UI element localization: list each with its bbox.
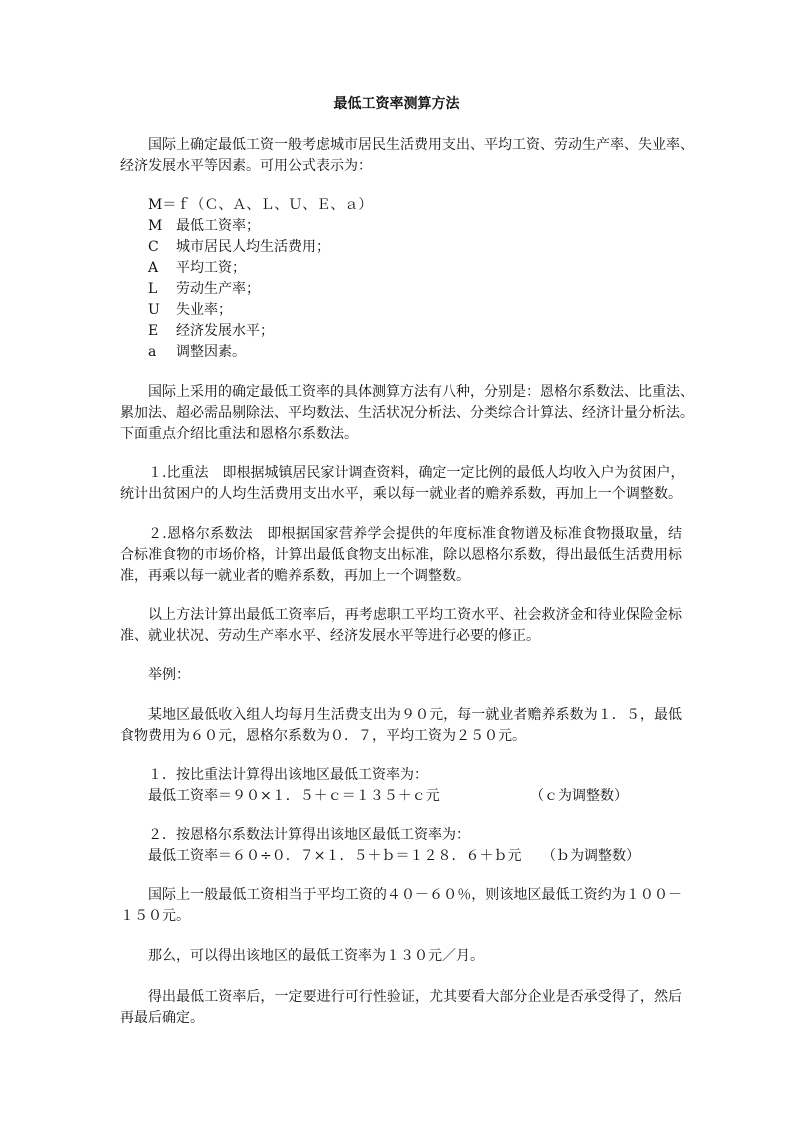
formula-var [120, 258, 682, 279]
text-line: 那么，可以得出该地区的最低工资率为１３０元／月。 [148, 948, 484, 964]
calc-heading: ２．按恩格尔系数法计算得出该地区最低工资率为： [148, 827, 470, 843]
var-desc: 调整因素。 [176, 344, 246, 360]
var-desc: 城市居民人均生活费用； [176, 239, 330, 255]
result-paragraph [120, 946, 682, 967]
text-line: 准、就业状况、劳动生产率水平、经济发展水平等进行必要的修正。 [120, 628, 540, 644]
calc-1-block [120, 765, 682, 807]
text-line: 以上方法计算出最低工资率后，再考虑职工平均工资水平、社会救济金和待业保险金标 [148, 607, 682, 623]
text-line: 得出最低工资率后，一定要进行可行性验证，尤其要看大部分企业是否承受得了，然后 [148, 989, 682, 1005]
var-symbol: L [148, 281, 158, 297]
calc-formula-line [120, 786, 682, 807]
verification-paragraph [120, 987, 682, 1029]
document-title: 最低工资率测算方法 [333, 96, 460, 112]
range-paragraph [120, 885, 682, 927]
text-line: 国际上确定最低工资一般考虑城市居民生活费用支出、平均工资、劳动生产率、失业率、 [148, 137, 694, 153]
formula-var [120, 216, 682, 237]
text-line: 经济发展水平等因素。可用公式表示为： [120, 158, 372, 174]
method-2-paragraph [120, 524, 682, 587]
calc-note: （ｃ为调整数） [530, 788, 628, 804]
text-line: 合标准食物的市场价格，计算出最低食物支出标准，除以恩格尔系数，得出最低生活费用标 [120, 547, 682, 563]
text-line: １５０元。 [120, 908, 190, 924]
text-line: 某地区最低收入组人均每月生活费支出为９０元，每一就业者赡养系数为１．５，最低 [148, 707, 682, 723]
correction-paragraph [120, 605, 682, 647]
formula-var [120, 237, 682, 258]
text-line: 国际上采用的确定最低工资率的具体测算方法有八种，分别是：恩格尔系数法、比重法、 [148, 384, 694, 400]
text-line: １.比重法 即根据城镇居民家计调查资料，确定一定比例的最低人均收入户为贫困户， [148, 465, 685, 481]
formula-var [120, 279, 682, 300]
text-line: ２.恩格尔系数法 即根据国家营养学会提供的年度标准食物谱及标准食物摄取量，结 [148, 526, 682, 542]
text-line: 再最后确定。 [120, 1010, 204, 1026]
formula-expression: M＝ｆ（Ｃ、Ａ、Ｌ、Ｕ、Ｅ、ａ） [148, 197, 373, 213]
var-desc: 劳动生产率； [176, 281, 260, 297]
calc-heading: １．按比重法计算得出该地区最低工资率为： [148, 767, 428, 783]
var-symbol: M [148, 218, 163, 234]
calc-formula: 最低工资率＝９０×１．５＋ｃ＝１３５＋ｃ元 [148, 788, 440, 804]
text-line: 下面重点介绍比重法和恩格尔系数法。 [120, 426, 358, 442]
example-paragraph [120, 705, 682, 747]
intro-paragraph [120, 135, 694, 177]
text-line: 统计出贫困户的人均生活费用支出水平，乘以每一就业者的赡养系数，再加上一个调整数。 [120, 486, 682, 502]
var-symbol: C [148, 239, 159, 255]
example-label: 举例： [148, 667, 190, 683]
calc-note: （ｂ为调整数） [542, 848, 640, 864]
method-1-paragraph [120, 463, 685, 505]
text-line: 食物费用为６０元，恩格尔系数为０．７，平均工资为２５０元。 [120, 728, 526, 744]
var-desc: 经济发展水平； [176, 323, 274, 339]
var-desc: 平均工资； [176, 260, 246, 276]
text-line: 国际上一般最低工资相当于平均工资的４０－６０％，则该地区最低工资约为１００－ [148, 887, 682, 903]
formula-var [120, 342, 682, 363]
example-label-paragraph [120, 665, 682, 686]
formula-var [120, 321, 682, 342]
var-symbol: E [148, 323, 159, 339]
var-desc: 失业率； [176, 302, 232, 318]
text-line: 准，再乘以每一就业者的赡养系数，再加上一个调整数。 [120, 568, 470, 584]
formula-var [120, 300, 682, 321]
text-line: 累加法、超必需品剔除法、平均数法、生活状况分析法、分类综合计算法、经济计量分析法。 [120, 405, 694, 421]
calc-2-block [120, 825, 682, 867]
var-symbol: a [148, 344, 157, 360]
calc-formula-line [120, 846, 682, 867]
var-symbol: A [148, 260, 159, 276]
calc-formula: 最低工资率＝６０÷０．７×１．５＋ｂ＝１２８．６＋ｂ元 [148, 848, 522, 864]
methods-paragraph [120, 382, 694, 445]
formula-block [120, 195, 682, 363]
var-symbol: U [148, 302, 160, 318]
var-desc: 最低工资率； [176, 218, 260, 234]
